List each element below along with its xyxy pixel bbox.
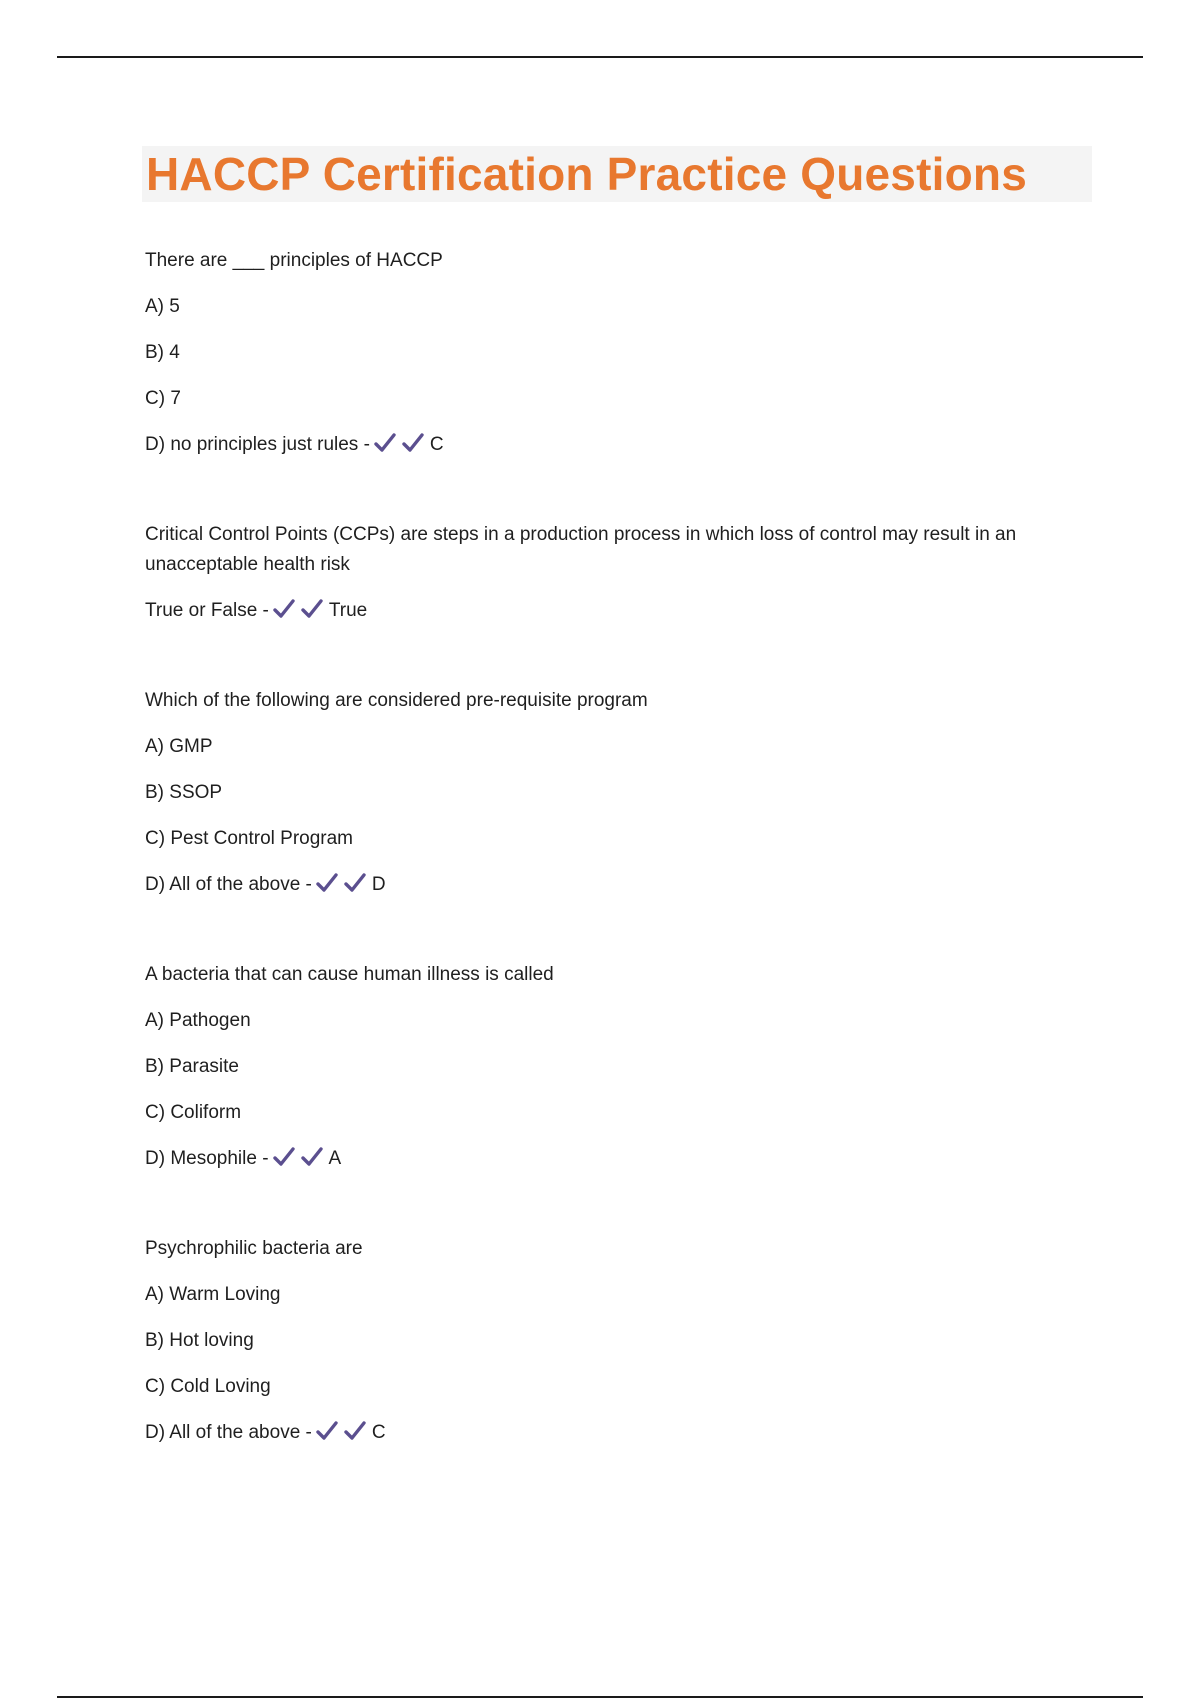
correct-answer: C [429,434,444,455]
question-text: There are ___ principles of HACCP [145,250,443,271]
correct-answer: C [371,1422,386,1443]
answer-option: B) Parasite [145,1056,239,1077]
answer-option: C) 7 [145,388,181,409]
double-check-icon [374,433,424,463]
answer-option: D) All of the above - D [145,870,1075,903]
answer-option: B) SSOP [145,782,223,803]
double-check-icon [316,873,366,903]
question-list [145,246,1075,1508]
answer-option: D) no principles just rules - C [145,430,1075,463]
double-check-icon [316,1421,366,1451]
answer-option: D) Mesophile - A [145,1144,1075,1177]
question-item [145,246,1075,463]
question-text: Psychrophilic bacteria are [145,1238,363,1259]
double-check-icon [273,599,323,629]
top-rule [57,56,1143,58]
bottom-rule [57,1696,1143,1698]
question-text: A bacteria that can cause human illness is called [145,964,554,985]
correct-answer: D [371,874,386,895]
answer-option: B) 4 [145,342,180,363]
correct-answer: True [328,600,368,621]
answer-option: B) Hot loving [145,1330,254,1351]
answer-option: A) Warm Loving [145,1284,281,1305]
answer-option: C) Coliform [145,1102,242,1123]
answer-option: A) 5 [145,296,180,317]
answer-option: A) Pathogen [145,1010,251,1031]
page-title: HACCP Certification Practice Questions [146,148,1027,200]
answer-option: C) Pest Control Program [145,828,354,849]
answer-option: C) Cold Loving [145,1376,271,1397]
answer-option: A) GMP [145,736,213,757]
question-item [145,1234,1075,1451]
double-check-icon [273,1147,323,1177]
question-text: Critical Control Points (CCPs) are steps in a production process in which loss of control may result in an unacceptable health risk [145,524,1017,575]
question-item [145,686,1075,903]
question-item [145,960,1075,1177]
question-text: Which of the following are considered pre-requisite program [145,690,648,711]
answer-option: D) All of the above - C [145,1418,1075,1451]
question-item [145,520,1075,629]
correct-answer: A [328,1148,342,1169]
answer-option: True or False - True [145,596,1075,629]
